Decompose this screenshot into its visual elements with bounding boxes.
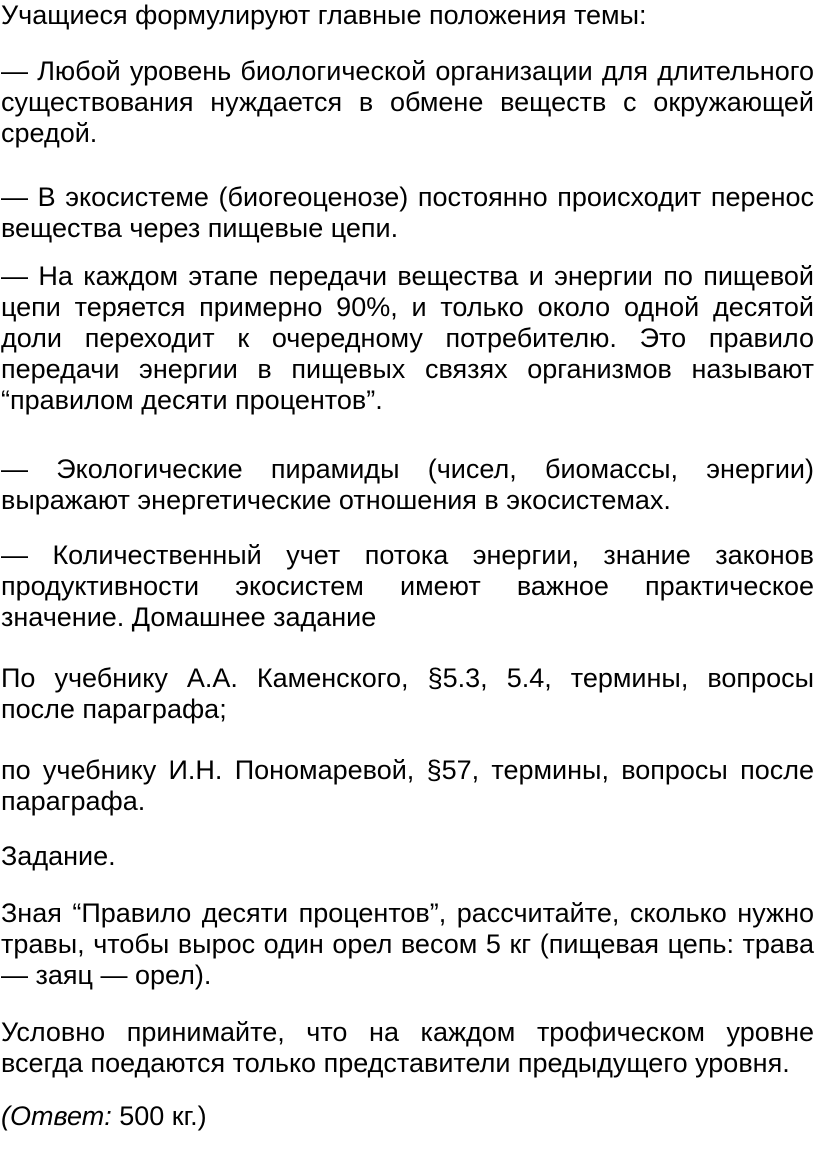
- point-4: — Экологические пирамиды (чисел, биомассы, энергии) выражают энергетические отношения в экосистемах.: [1, 454, 814, 515]
- intro-text: Учащиеся формулируют главные положения темы:: [1, 0, 647, 30]
- point-5: — Количественный учет потока энергии, знание законов продуктивности экосистем имеют важное практическое значение. Домашнее задание: [1, 540, 814, 632]
- point-2: — В экосистеме (биогеоценозе) постоянно происходит перенос вещества через пищевые цепи.: [1, 182, 814, 243]
- homework-textbook-2: по учебнику И.Н. Пономаревой, §57, термины, вопросы после параграфа.: [1, 755, 814, 816]
- answer-label: Ответ:: [10, 1101, 112, 1131]
- homework-textbook-1: По учебнику А.А. Каменского, §5.3, 5.4, термины, вопросы после параграфа;: [1, 663, 814, 724]
- task-condition: Условно принимайте, что на каждом трофическом уровне всегда поедаются только представители предыдущего уровня.: [1, 1017, 814, 1078]
- answer-open-paren: (: [1, 1101, 10, 1131]
- task-problem: Зная “Правило десяти процентов”, рассчитайте, сколько нужно травы, чтобы вырос один орел весом 5 кг (пищевая цепь: трава — заяц — орел).: [1, 898, 814, 990]
- point-1: — Любой уровень биологической организации для длительного существования нуждается в обмене веществ с окружающей средой.: [1, 56, 814, 148]
- task-answer: [1, 1101, 814, 1132]
- answer-value: 500 кг.): [111, 1101, 207, 1131]
- point-3: — На каждом этапе передачи вещества и энергии по пищевой цепи теряется примерно 90%, и только около одной десятой доли переходит к очередному потребителю. Это правило передачи энергии в пищевых связях организмов называют “правилом десяти процентов”.: [1, 261, 814, 415]
- task-heading: Задание.: [1, 841, 116, 871]
